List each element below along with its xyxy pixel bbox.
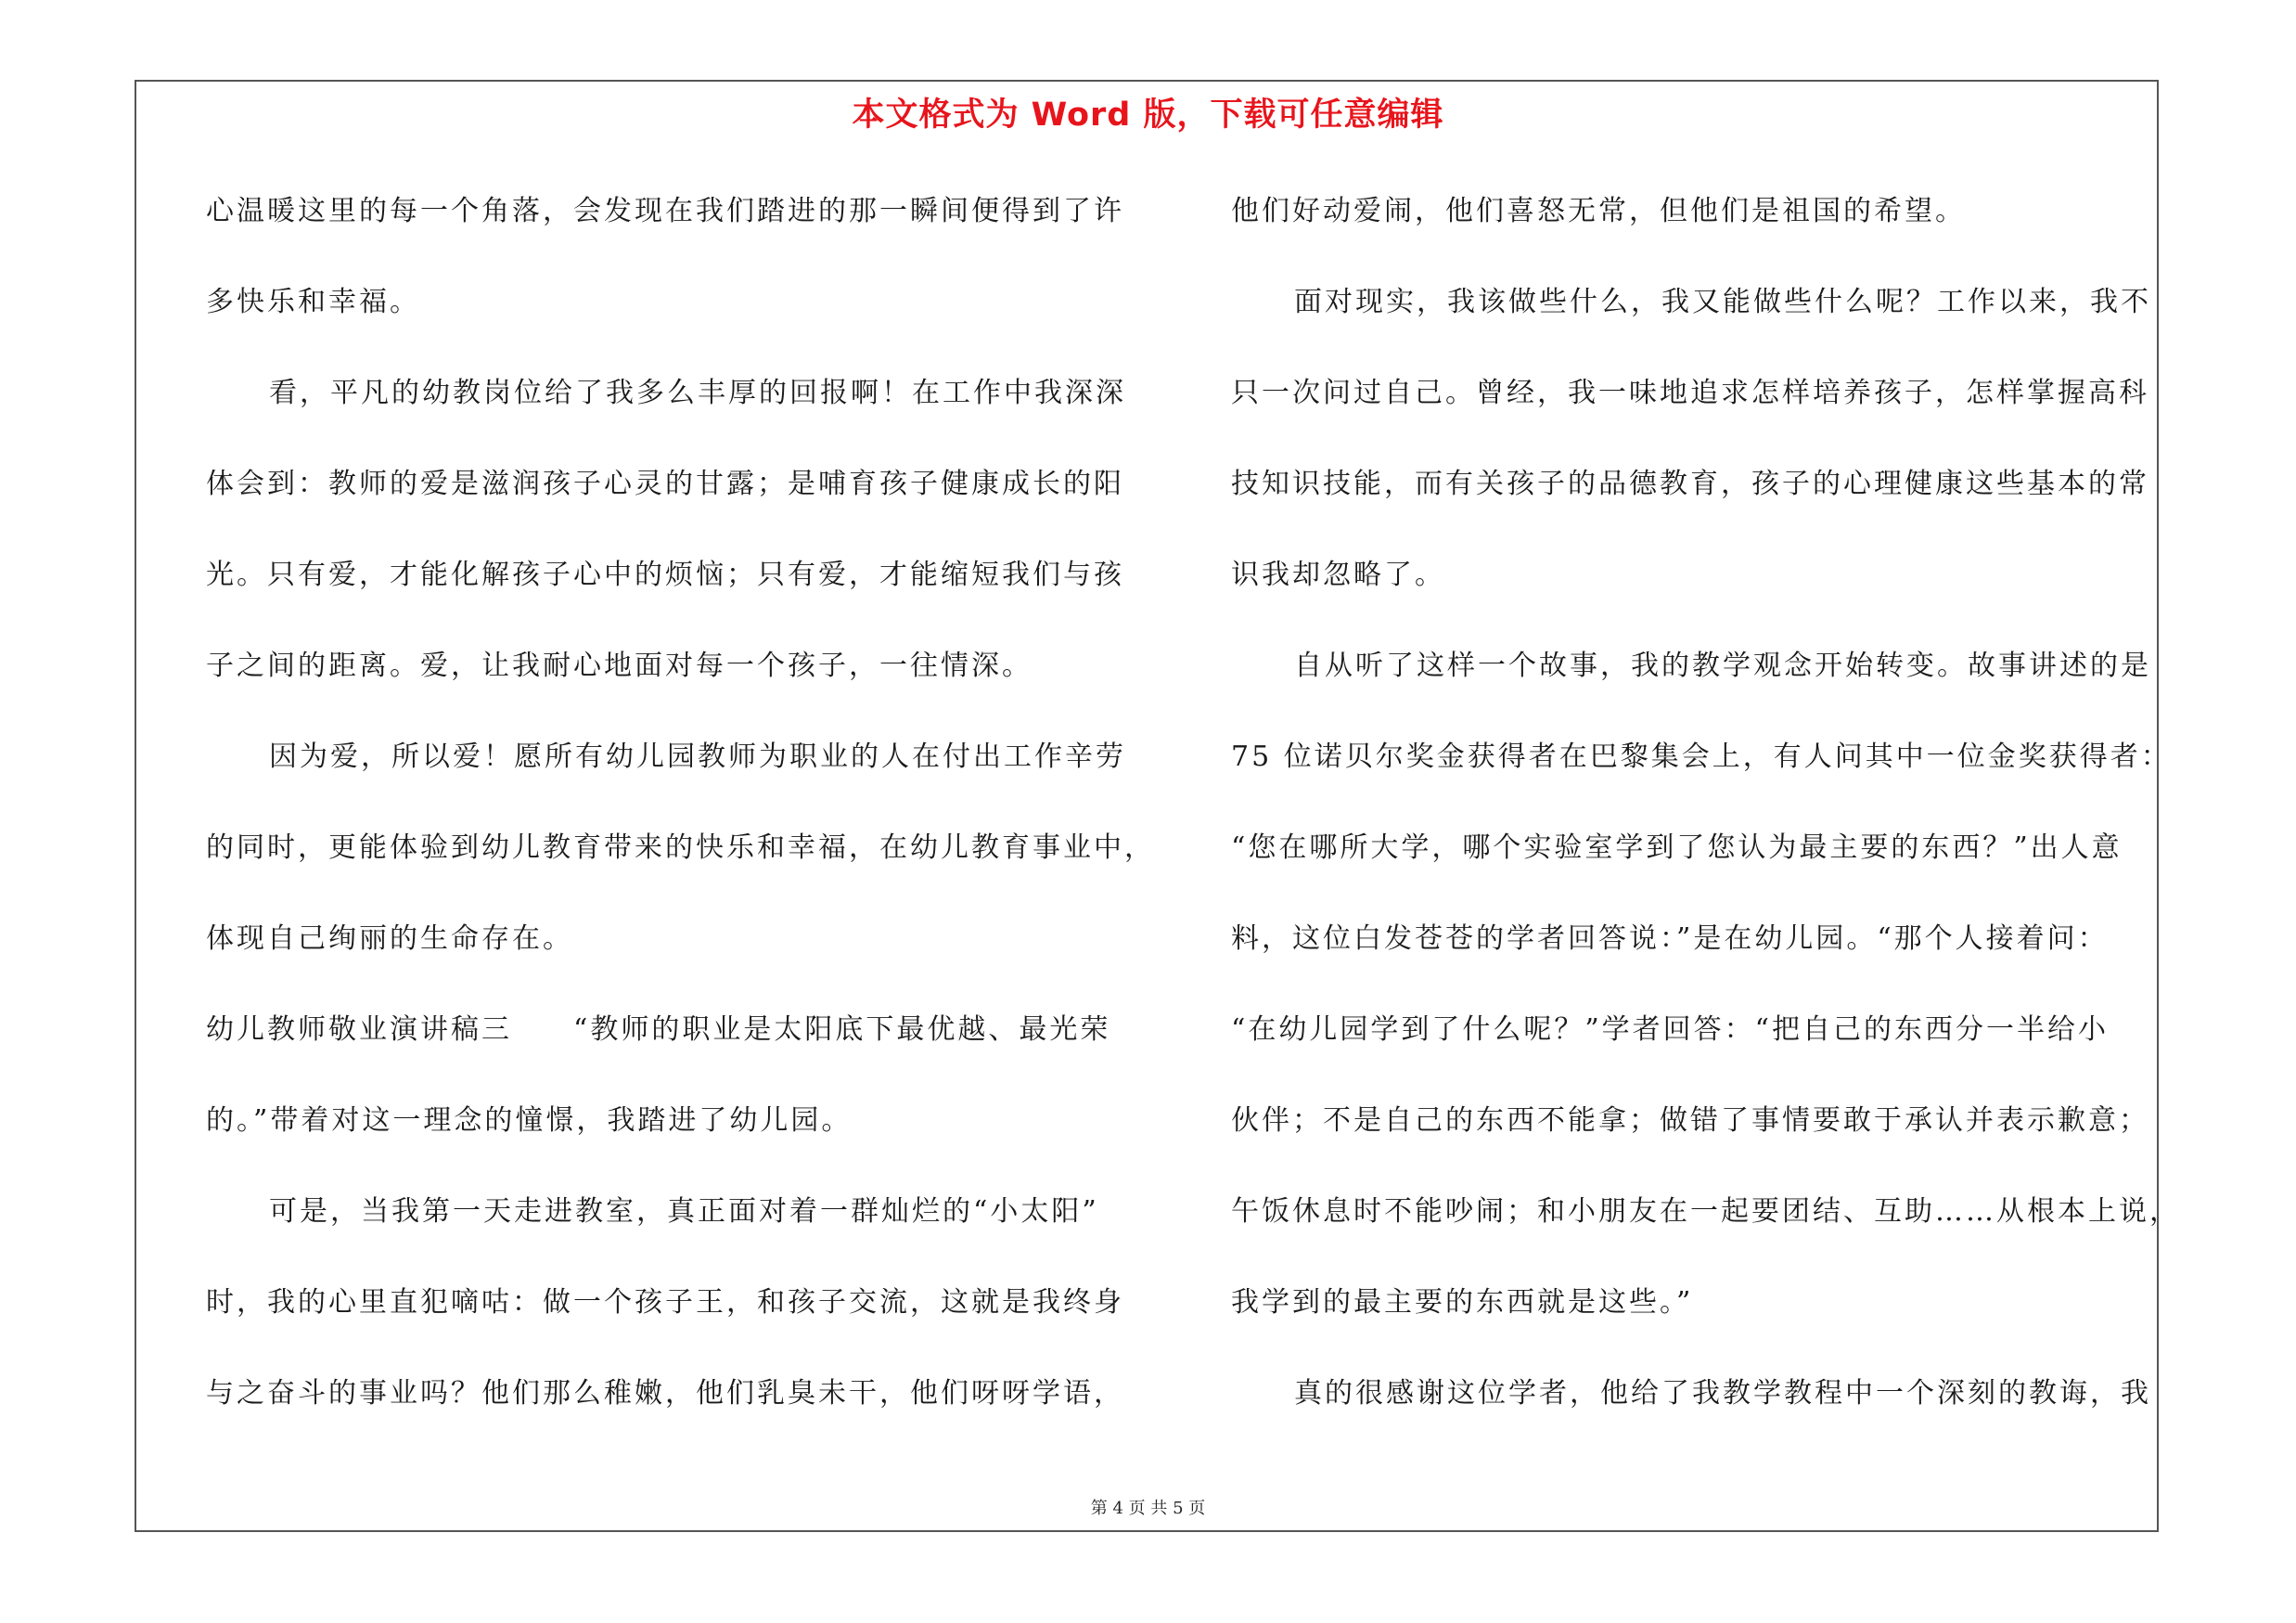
section-heading-line: 幼儿教师敬业演讲稿三 “教师的职业是太阳底下最优越、最光荣 xyxy=(206,1013,1111,1046)
text-line: 只一次问过自己。曾经，我一味地追求怎样培养孩子，怎样掌握高科 xyxy=(1231,377,2149,409)
page-number-footer: 第 4 页 共 5 页 xyxy=(1090,1499,1206,1518)
text-line: 的同时，更能体验到幼儿教育带来的快乐和幸福，在幼儿教育事业中， xyxy=(206,831,1155,864)
text-line: 子之间的距离。爱，让我耐心地面对每一个孩子，一往情深。 xyxy=(206,650,1033,682)
text-line: 面对现实，我该做些什么，我又能做些什么呢？工作以来，我不 xyxy=(1294,286,2151,318)
text-line: 体现自己绚丽的生命存在。 xyxy=(206,922,573,955)
text-line: 因为爱，所以爱！愿所有幼儿园教师为职业的人在付出工作辛劳 xyxy=(269,741,1126,773)
text-line: 时，我的心里直犯嘀咕：做一个孩子王，和孩子交流，这就是我终身 xyxy=(206,1286,1124,1319)
text-line: 的。”带着对这一理念的憧憬，我踏进了幼儿园。 xyxy=(206,1104,853,1137)
text-line: 料，这位白发苍苍的学者回答说：”是在幼儿园。“那个人接着问： xyxy=(1231,922,2109,955)
text-line: 我学到的最主要的东西就是这些。” xyxy=(1231,1286,1694,1319)
text-line: 75 位诺贝尔奖金获得者在巴黎集会上，有人问其中一位金奖获得者： xyxy=(1231,741,2172,773)
header-banner: 本文格式为 Word 版，下载可任意编辑 xyxy=(852,97,1444,134)
right-text-column xyxy=(1231,186,2180,1459)
text-line: 与之奋斗的事业吗？他们那么稚嫩，他们乳臭未干，他们呀呀学语， xyxy=(206,1377,1124,1410)
text-line: 体会到：教师的爱是滋润孩子心灵的甘露；是哺育孩子健康成长的阳 xyxy=(206,468,1124,500)
text-line: “您在哪所大学，哪个实验室学到了您认为最主要的东西？”出人意 xyxy=(1231,831,2123,864)
text-line: “在幼儿园学到了什么呢？”学者回答：“把自己的东西分一半给小 xyxy=(1231,1013,2110,1046)
text-line: 光。只有爱，才能化解孩子心中的烦恼；只有爱，才能缩短我们与孩 xyxy=(206,559,1124,591)
text-line: 心温暖这里的每一个角落，会发现在我们踏进的那一瞬间便得到了许 xyxy=(206,195,1124,227)
text-line: 识我却忽略了。 xyxy=(1231,559,1445,591)
text-line: 可是，当我第一天走进教室，真正面对着一群灿烂的“小太阳” xyxy=(269,1195,1099,1228)
text-line: 午饭休息时不能吵闹；和小朋友在一起要团结、互助……从根本上说， xyxy=(1231,1195,2180,1228)
text-line: 他们好动爱闹，他们喜怒无常，但他们是祖国的希望。 xyxy=(1231,195,1966,227)
text-line: 多快乐和幸福。 xyxy=(206,286,420,318)
text-line: 真的很感谢这位学者，他给了我教学教程中一个深刻的教诲，我 xyxy=(1294,1377,2151,1410)
text-line: 看，平凡的幼教岗位给了我多么丰厚的回报啊！在工作中我深深 xyxy=(269,377,1126,409)
text-line: 自从听了这样一个故事，我的教学观念开始转变。故事讲述的是 xyxy=(1294,650,2151,682)
left-text-column xyxy=(206,186,1155,1459)
text-line: 伙伴；不是自己的东西不能拿；做错了事情要敢于承认并表示歉意； xyxy=(1231,1104,2149,1137)
text-line: 技知识技能，而有关孩子的品德教育，孩子的心理健康这些基本的常 xyxy=(1231,468,2149,500)
